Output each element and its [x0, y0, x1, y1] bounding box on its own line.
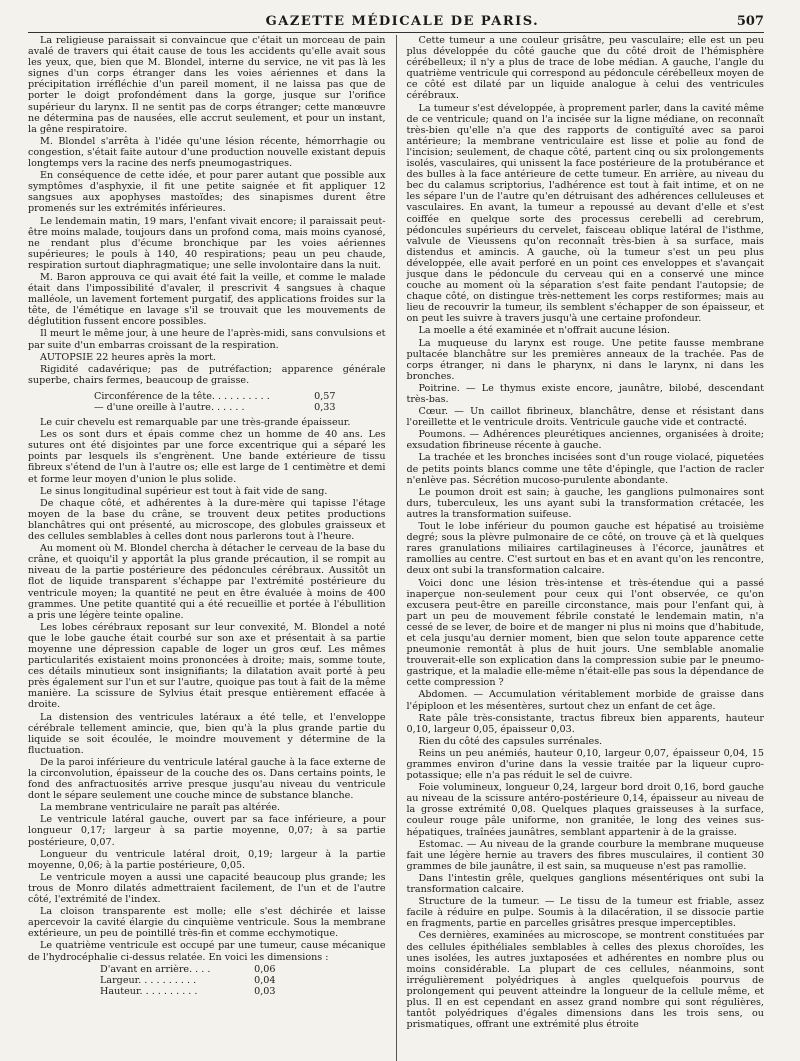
- paragraph: Longueur du ventricule latéral droit, 0,19; largeur à la partie moyenne, 0,06; à la partie postérieure, 0,05.: [28, 848, 386, 871]
- right-column: [406, 35, 764, 1061]
- page-header: [28, 14, 764, 33]
- measurement-row: [28, 391, 386, 402]
- measurement-row: [28, 964, 386, 975]
- paragraph: Structure de la tumeur. — Le tissu de la tumeur est friable, assez facile à réduire en pulpe. Soumis à la dilacération, il se dissocie partie en fragments, partie en parcelles grisâtres presque imperceptibles.: [406, 896, 764, 930]
- measurement-label: Largeur. . . . . . . . . .: [100, 974, 197, 986]
- paragraph: Reins un peu anémiés, hauteur 0,10, largeur 0,07, épaisseur 0,04, 15 grammes environ d'urine dans la vessie traitée par la liqueur cupro-potassique; elle n'a pas réduit le sel de cuivre.: [406, 747, 764, 782]
- measurement-label: Circonférence de la tête. . . . . . . . . .: [94, 390, 270, 402]
- measurement-row: [28, 402, 386, 413]
- measurement-value: 0,04: [254, 974, 276, 986]
- paragraph: Poumons. — Adhérences pleurétiques anciennes, organisées à droite; exsudation fibrineuse récente à gauche.: [406, 429, 764, 452]
- paragraph: Cœur. — Un caillot fibrineux, blanchâtre, dense et résistant dans l'oreillette et le ventricule droits. Ventricule gauche vide et contracté.: [406, 406, 764, 429]
- paragraph: Le quatrième ventricule est occupé par une tumeur, cause mécanique de l'hydrocéphalie ci-dessus relatée. En voici les dimensions :: [28, 940, 386, 963]
- measurement-value: 0,57: [314, 390, 336, 402]
- paragraph: Le ventricule moyen a aussi une capacité beaucoup plus grande; les trous de Monro dilatés admettraient facilement, de l'un et de l'autre côté, l'extrémité de l'index.: [28, 871, 386, 906]
- paragraph: Les os sont durs et épais comme chez un homme de 40 ans. Les sutures ont été disjointes par une force excentrique qui a séparé les points par lesquels ils s'engrènent. Une bande extérieure de tissu fibreux s'étend de l'un à l'autre os; elle est large de 1 centimètre et demi et forme leur moyen d'union le plus solide.: [28, 429, 386, 485]
- paragraph: Le lendemain matin, 19 mars, l'enfant vivait encore; il paraissait peut-être moins malade, toujours dans un profond coma, mais moins cyanosé, ne rendant plus d'écume bronchique par les voies aériennes supérieures; le pouls à 140, 40 respirations; peau un peu chaude, respiration surtout diaphragmatique; une selle involontaire dans la nuit.: [28, 215, 386, 271]
- paragraph: De la paroi inférieure du ventricule latéral gauche à la face externe de la circonvolution, épaisseur de la couche des os. Dans certains points, le fond des anfractuosités arrive presque jusqu'au niveau du ventricule dont le sépare seulement une couche mince de substance blanche.: [28, 756, 386, 802]
- measurement-value: 0,03: [254, 985, 276, 997]
- paragraph: La trachée et les bronches incisées sont d'un rouge violacé, piquetées de petits points blancs comme une tête d'épingle, que l'action de racler n'enlève pas. Sécrétion mucoso-purulente abondante.: [406, 452, 764, 486]
- paragraph: Au moment où M. Blondel chercha à détacher le cerveau de la base du crâne, et quoiqu'il y apportât la plus grande précaution, il se rompit au niveau de la partie postérieure des pédoncules cérébraux. Aussitôt un flot de liquide transparent s'échappe par l'extrémité postérieure du ventricule moyen; la quantité ne peut en être évaluée à moins de 400 grammes. Une petite quantité qui a été recueillie et portée à l'ébullition a pris une légère teinte opaline.: [28, 543, 386, 621]
- paragraph: Ces dernières, examinées au microscope, se montrent constituées par des cellules épithéliales semblables à celles des plexus choroïdes, les unes isolées, les autres juxtaposées et adhérentes en nombre plus ou moins considérable. La plupart de ces cellules, néanmoins, sont irrégulièrement polyédriques à angles quelquefois pourvus de prolongement qui peuvent atteindre la longueur de la cellule même, et plus. Il en est cependant en assez grand nombre qui sont régulières, tantôt polyédriques d'égales dimensions dans les trois sens, ou prismatiques, offrant une extrémité plus étroite: [406, 930, 764, 1031]
- paragraph: Voici donc une lésion très-intense et très-étendue qui a passé inaperçue non-seulement pour ceux qui l'ont observée, ce qu'on excusera peut-être en pareille circonstance, mais pour l'enfant qui, à part un peu de mouvement fébrile constaté le lendemain matin, n'a cessé de se lever, de boire et de manger ni plus ni moins que d'habitude, et cela jusqu'au dernier moment, bien que selon toute apparence cette pneumonie remontât à plus de huit jours. Une semblable anomalie trouverait-elle son explication dans la compression subie par le pneumo-gastrique, et la maladie elle-même n'était-elle pas sous la dépendance de cette compression ?: [406, 577, 764, 689]
- measurement-value: 0,33: [314, 402, 336, 413]
- paragraph: Foie volumineux, longueur 0,24, largeur bord droit 0,16, bord gauche au niveau de la scissure antéro-postérieure 0,14, épaisseur au niveau de la grosse extrémité 0,08. Quelques plaques graisseuses à la surface, couleur rouge pâle uniforme, non granitée, le long des veines sus-hépatiques, traînées jaunâtres, semblant appartenir à de la graisse.: [406, 782, 764, 838]
- paragraph: La moelle a été examinée et n'offrait aucune lésion.: [418, 325, 670, 337]
- column-rule: [396, 35, 397, 1061]
- paragraph: Poitrine. — Le thymus existe encore, jaunâtre, bilobé, descendant très-bas.: [406, 382, 764, 405]
- page-number: 507: [736, 14, 764, 29]
- left-column: [28, 35, 386, 1061]
- paragraph: La religieuse paraissait si convaincue que c'était un morceau de pain avalé de travers qui était cause de tous les accidents qu'elle avait sous les yeux, que, bien que M. Blondel, interne du service, ne vit pas là les signes d'un corps étranger dans les voies aériennes et dans la précipitation irréfléchie d'un pareil moment, il ne laissa pas que de porter le doigt profondément dans la gorge, jusque sur l'orifice supérieur du larynx. Il ne sentit pas de corps étranger; cette manœuvre ne détermina pas de nausées, elle accrut seulement, et pour un instant, la gêne respiratoire.: [28, 35, 386, 135]
- paragraph: Rate pâle très-consistante, tractus fibreux bien apparents, hauteur 0,10, largeur 0,05, épaisseur 0,03.: [406, 712, 764, 735]
- measurement-label: Hauteur. . . . . . . . . .: [100, 985, 198, 997]
- paragraph: La tumeur s'est développée, à proprement parler, dans la cavité même de ce ventricule; quand on l'a incisée sur la ligne médiane, on reconnaît très-bien qu'elle n'a que des rapports de contiguïté avec sa paroi antérieure; la membrane ventriculaire est lisse et polie au fond de l'incision; seulement, de chaque côté, partent cinq ou six prolongements isolés, vasculaires, qui unissent la face postérieure de la protubérance et des bulles à la face antérieure de cette tumeur. En arrière, au niveau du bec du calamus scriptorius, l'adhérence est tout à fait intime, et on ne les sépare l'un de l'autre qu'en détruisant des adhérences celluleuses et vasculaires. En avant, la tumeur a repoussé au devant d'elle et s'est coiffée en quelque sorte des processus cerebelli ad cerebrum, pédoncules supérieurs du cervelet, faisceau oblique latéral de l'isthme, valvule de Vieussens qu'on reconnaît très-bien à sa surface, mais distendus et amincis. A gauche, où la tumeur s'est un peu plus développée, elle avait perforé en un point ces enveloppes et s'avançait jusque dans le pédoncule du cerveau qui en a conservé une mince couche au moment où la séparation s'est faite pendant l'autopsie; de chaque côté, on distingue très-nettement les corps restiformes; mais au lieu de recouvrir la tumeur, ils semblent s'échapper de son épaisseur, et on peut les suivre à travers jusqu'à une certaine profondeur.: [406, 102, 764, 325]
- measurement-value: 0,06: [254, 963, 276, 975]
- columns: [28, 35, 764, 1061]
- paragraph: M. Blondel s'arrêta à l'idée qu'une lésion récente, hémorrhagie ou congestion, s'était faite autour d'une production nouvelle existant depuis longtemps vers la racine des nerfs pneumogastriques.: [28, 135, 386, 170]
- journal-title: GAZETTE MÉDICALE DE PARIS.: [265, 14, 540, 29]
- paragraph: En conséquence de cette idée, et pour parer autant que possible aux symptômes d'asphyxie, il fit une petite saignée et fit appliquer 12 sangsues aux apophyses mastoïdes; des sinapismes durent être promenés sur les extrémités inférieures.: [28, 170, 386, 215]
- paragraph: La distension des ventricules latéraux a été telle, et l'enveloppe cérébrale tellement amincie, que, bien qu'à la plus grande partie du liquide se soit écoulée, le moindre mouvement y détermine de la fluctuation.: [28, 711, 386, 756]
- paragraph: Rigidité cadavérique; pas de putréfaction; apparence générale superbe, chairs fermes, beaucoup de graisse.: [28, 363, 386, 386]
- paragraph: AUTOPSIE 22 heures après la mort.: [40, 351, 216, 363]
- paragraph: Les lobes cérébraux reposant sur leur convexité, M. Blondel a noté que le lobe gauche était courbé sur son axe et présentait à sa partie moyenne une dépression capable de loger un gros œuf. Les mêmes particularités existaient moins prononcées à droite; mais, somme toute, ces détails minutieux sont insignifiants; la dilatation avait porté à peu près également sur l'un et sur l'autre, quoique pas tout à fait de la même manière. La scissure de Sylvius était presque entièrement effacée à droite.: [28, 621, 386, 711]
- measurement-label: D'avant en arrière. . . .: [100, 963, 211, 975]
- paragraph: Le ventricule latéral gauche, ouvert par sa face inférieure, a pour longueur 0,17; largeur à sa partie moyenne, 0,07; à sa partie postérieure, 0,07.: [28, 814, 386, 848]
- paragraph: De chaque côté, et adhérentes à la dure-mère qui tapisse l'étage moyen de la base du crâne, se trouvent deux petites productions blanchâtres qui ont présenté, au microscope, des globules graisseux et des cellules semblables à celles dont nous parlerons tout à l'heure.: [28, 497, 386, 543]
- paragraph: Rien du côté des capsules surrénales.: [418, 735, 603, 747]
- measurement-row: [28, 986, 386, 997]
- measurement-label: — d'une oreille à l'autre. . . . . .: [94, 402, 245, 413]
- paragraph: Estomac. — Au niveau de la grande courbure la membrane muqueuse fait une légère hernie au travers des fibres musculaires, il contient 30 grammes de bile jaunâtre, il est sain, sa muqueuse n'est pas ramollie.: [406, 838, 764, 872]
- paragraph: La membrane ventriculaire ne paraît pas altérée.: [40, 802, 281, 814]
- paragraph: Il meurt le même jour, à une heure de l'après-midi, sans convulsions et par suite d'un embarras croissant de la respiration.: [28, 328, 386, 351]
- paragraph: La cloison transparente est molle; elle s'est déchirée et laisse apercevoir la cavité élargie du cinquième ventricule. Sous la membrane extérieure, un peu de pointillé très-fin et comme ecchymotique.: [28, 906, 386, 940]
- paragraph: Tout le lobe inférieur du poumon gauche est hépatisé au troisième degré; sous la plèvre pulmonaire de ce côté, on trouve çà et là quelques rares granulations miliaires cartilagineuses à l'écorce, jaunâtres et ramollies au centre. C'est surtout en bas et en avant qu'on les rencontre, deux ont subi la transformation calcaire.: [406, 521, 764, 577]
- paragraph: Dans l'intestin grêle, quelques ganglions mésentériques ont subi la transformation calcaire.: [406, 872, 764, 896]
- paragraph: Le poumon droit est sain; à gauche, les ganglions pulmonaires sont durs, tuberculeux, les uns ayant subi la transformation crétacée, les autres la transformation suifeuse.: [406, 486, 764, 520]
- paragraph: Cette tumeur a une couleur grisâtre, peu vasculaire; elle est un peu plus développée du côté gauche que du côté droit de l'hémisphère cérébelleux; il n'y a plus de trace de lobe médian. A gauche, l'angle du quatrième ventricule qui correspond au pédoncule cérébelleux moyen de ce côté est dilaté par un liquide analogue à celui des ventricules cérébraux.: [406, 35, 764, 102]
- paragraph: Le cuir chevelu est remarquable par une très-grande épaisseur.: [40, 417, 351, 429]
- paragraph: M. Baron approuva ce qui avait été fait la veille, et comme le malade était dans l'impossibilité d'avaler, il prescrivit 4 sangsues à chaque malléole, un lavement fortement purgatif, des applications froides sur la tête, de l'émétique en lavage s'il se trouvait que les mouvements de déglutition fussent encore possibles.: [28, 271, 386, 328]
- paragraph: Le sinus longitudinal supérieur est tout à fait vide de sang.: [40, 485, 328, 497]
- paragraph: Abdomen. — Accumulation véritablement morbide de graisse dans l'épiploon et les mésentères, surtout chez un enfant de cet âge.: [406, 689, 764, 712]
- measurement-row: [28, 975, 386, 986]
- paragraph: La muqueuse du larynx est rouge. Une petite fausse membrane pultacée blanchâtre sur les premières anneaux de la trachée. Pas de corps étranger, ni dans le pharynx, ni dans le larynx, ni dans les bronches.: [406, 337, 764, 382]
